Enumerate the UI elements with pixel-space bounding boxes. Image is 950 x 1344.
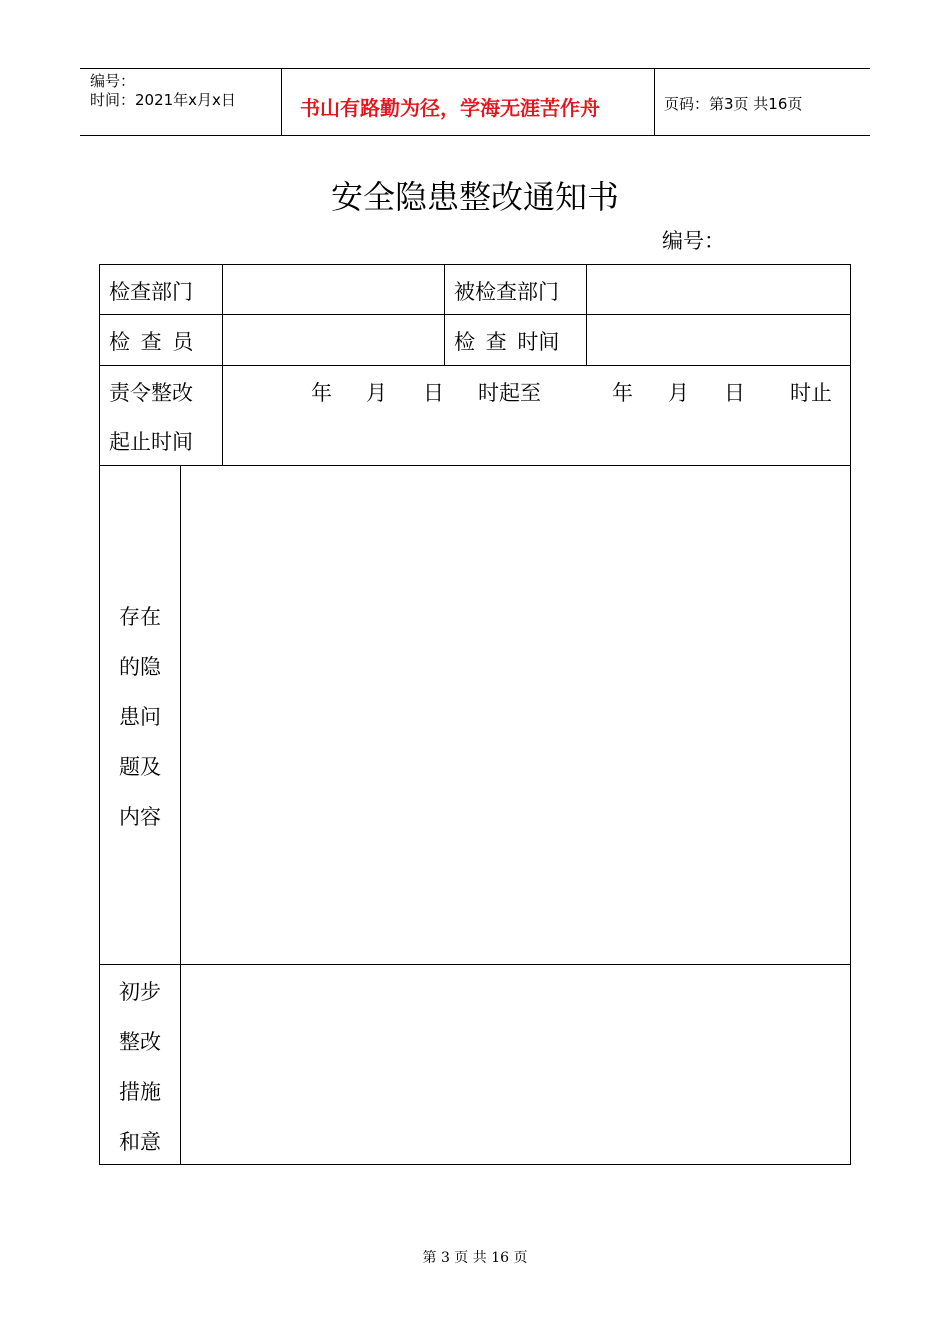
start-year-unit: 年 bbox=[311, 381, 332, 405]
header-divider-left bbox=[281, 68, 282, 136]
page-footer: 第 3 页 共 16 页 bbox=[422, 1250, 528, 1266]
end-month-unit: 月 bbox=[668, 381, 689, 405]
inspection-time-field[interactable] bbox=[586, 314, 851, 366]
start-month-unit: 月 bbox=[366, 381, 387, 405]
measures-label-line: 措施 bbox=[119, 1080, 161, 1104]
end-year-unit: 年 bbox=[612, 381, 633, 405]
hazard-label bbox=[99, 592, 181, 842]
measures-label bbox=[99, 967, 181, 1167]
document-number-label: 编号： bbox=[662, 229, 725, 253]
header-motto: 书山有路勤为径，学海无涯苦作舟 bbox=[300, 96, 600, 120]
measures-label-line: 初步 bbox=[119, 980, 161, 1004]
end-hour-unit: 时止 bbox=[790, 381, 832, 405]
inspected-dept-label: 被检查部门 bbox=[454, 280, 559, 304]
period-label-line2: 起止时间 bbox=[109, 430, 193, 454]
header-number-label: 编号： bbox=[90, 72, 136, 90]
header-divider-right bbox=[654, 68, 655, 136]
header-top-rule bbox=[80, 68, 870, 69]
hazard-label-line: 内容 bbox=[119, 805, 161, 829]
measures-label-line: 整改 bbox=[119, 1030, 161, 1054]
hazard-label-line: 患问 bbox=[119, 705, 161, 729]
hazard-label-line: 存在 bbox=[119, 605, 161, 629]
inspecting-dept-field[interactable] bbox=[222, 264, 445, 315]
inspecting-dept-label: 检查部门 bbox=[109, 280, 193, 304]
header-bottom-rule bbox=[80, 135, 870, 136]
inspector-label: 检 查 员 bbox=[109, 330, 194, 354]
document-title: 安全隐患整改通知书 bbox=[330, 178, 619, 216]
measures-content-field[interactable] bbox=[180, 964, 851, 1165]
hazard-label-line: 题及 bbox=[119, 755, 161, 779]
header-time-label: 时间：2021年x月x日 bbox=[90, 91, 236, 109]
start-day-unit: 日 bbox=[423, 381, 444, 405]
start-hour-unit: 时起至 bbox=[478, 381, 541, 405]
inspection-time-label: 检 查 时间 bbox=[454, 330, 560, 354]
hazard-content-field[interactable] bbox=[180, 465, 851, 965]
inspected-dept-field[interactable] bbox=[586, 264, 851, 315]
period-label-line1: 责令整改 bbox=[109, 381, 193, 405]
header-page-code: 页码：第3页 共16页 bbox=[664, 95, 803, 113]
end-day-unit: 日 bbox=[724, 381, 745, 405]
hazard-label-line: 的隐 bbox=[119, 655, 161, 679]
inspector-field[interactable] bbox=[222, 314, 445, 366]
measures-label-line: 和意 bbox=[119, 1130, 161, 1154]
